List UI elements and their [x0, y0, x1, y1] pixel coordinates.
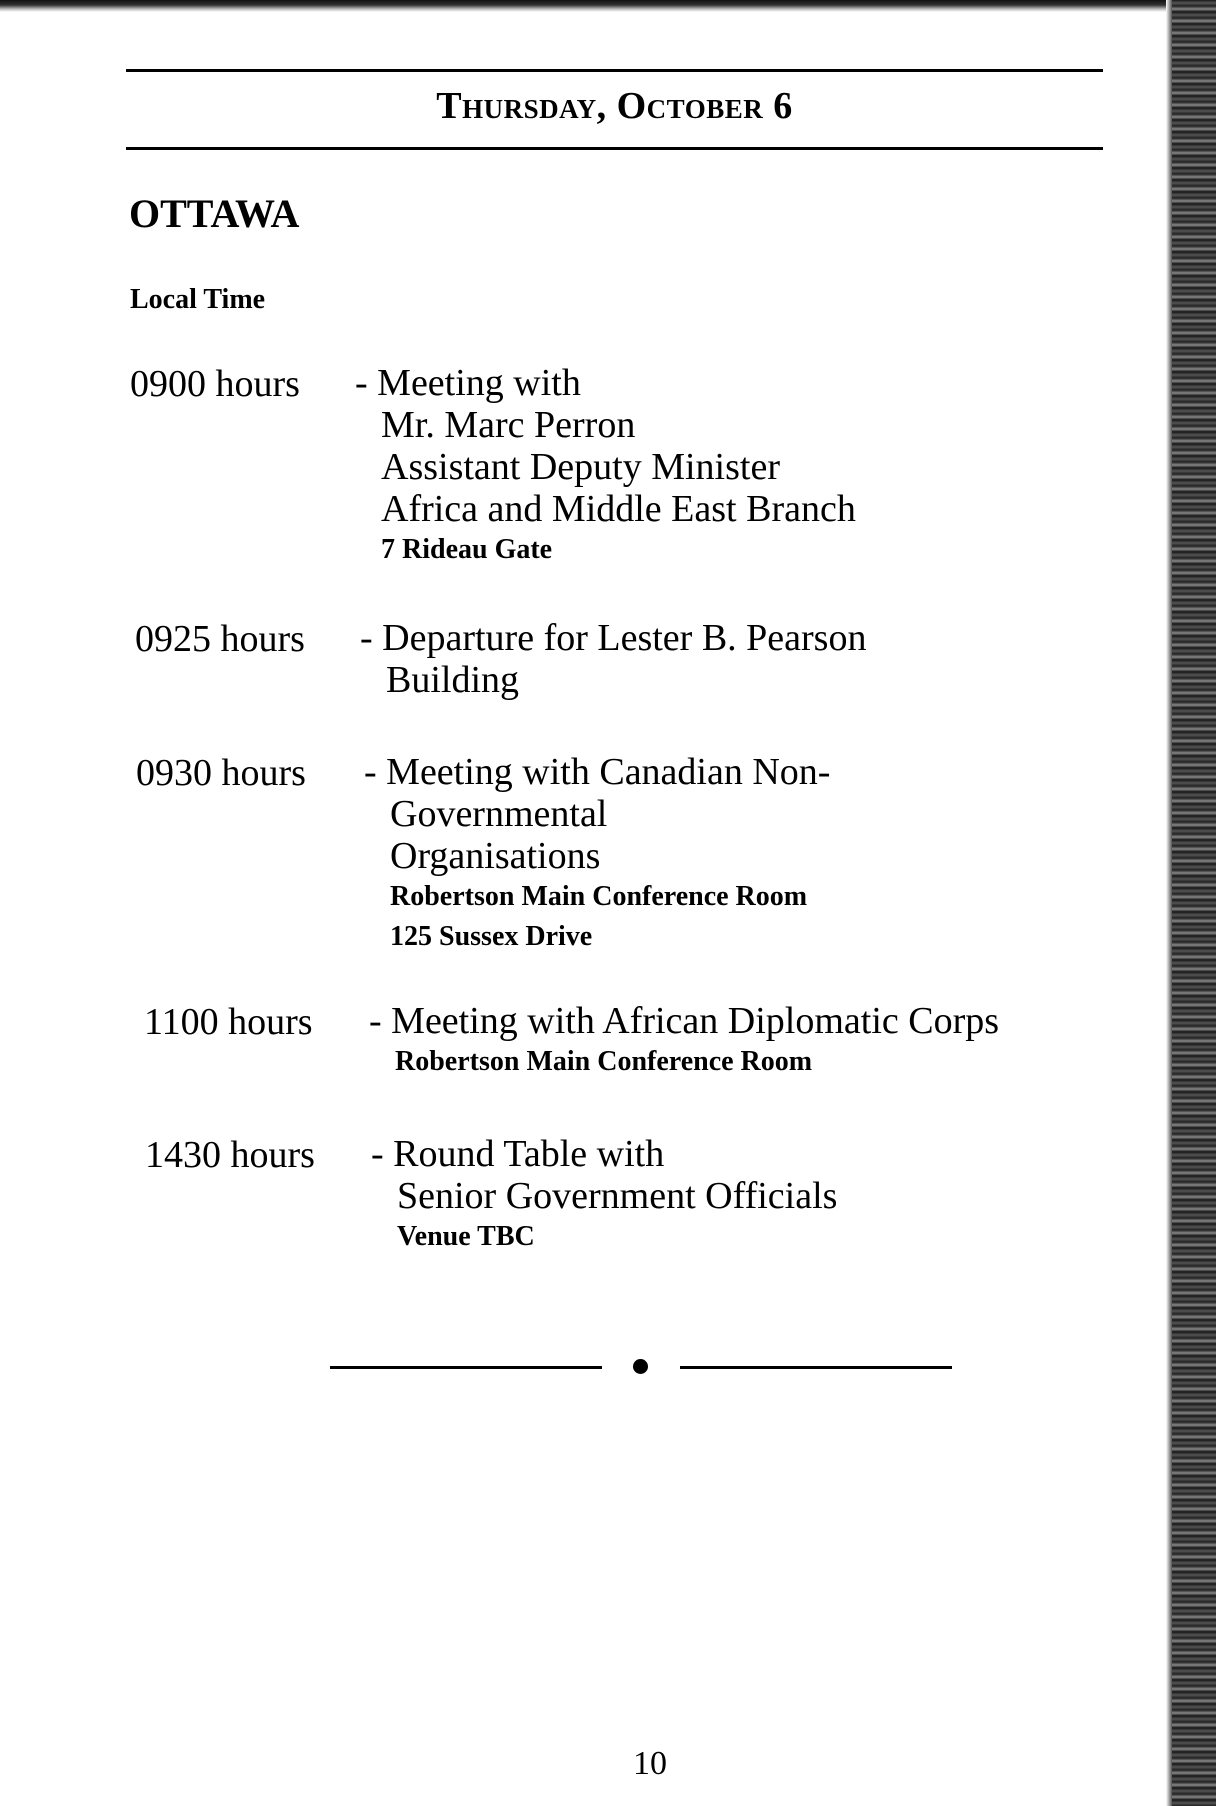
section-divider-dot [633, 1359, 648, 1374]
heading-rule-top [126, 69, 1103, 72]
entry-location: 125 Sussex Drive [390, 921, 593, 952]
entry-description: - Departure for Lester B. Pearson Building [360, 617, 867, 701]
entry-description: - Meeting with African Diplomatic Corps Robertson Main Conference Room [369, 1000, 999, 1082]
scan-edge-right [1172, 0, 1216, 1806]
day-heading: Thursday, October 6 [436, 85, 793, 127]
entry-time: 0925 hours [135, 618, 305, 660]
entry-line: Governmental [390, 793, 608, 835]
local-time-label: Local Time [130, 284, 266, 315]
section-divider-left [330, 1366, 602, 1369]
entry-description: - Meeting with Canadian Non- Governmental Organisations Robertson Main Conference Room 125 Sussex Drive [364, 751, 830, 957]
entry-line: Meeting with Canadian Non- [386, 751, 831, 793]
entry-location: Robertson Main Conference Room [390, 881, 808, 912]
page-number: 10 [633, 1745, 667, 1782]
entry-line: Senior Government Officials [397, 1175, 838, 1217]
entry-time: 1100 hours [144, 1001, 313, 1043]
entry-line: Organisations [390, 835, 601, 877]
entry-line: Round Table with [393, 1133, 665, 1175]
entry-time: 0900 hours [130, 363, 300, 405]
entry-line: Departure for Lester B. Pearson [382, 617, 867, 659]
heading-rule-bottom [126, 147, 1103, 150]
entry-line: Meeting with [377, 362, 581, 404]
entry-location: Robertson Main Conference Room [395, 1046, 813, 1077]
entry-line: Africa and Middle East Branch [381, 488, 856, 530]
entry-description: - Round Table with Senior Government Officials Venue TBC [371, 1133, 837, 1257]
entry-location: Venue TBC [397, 1221, 535, 1252]
entry-line: Meeting with African Diplomatic Corps [391, 1000, 1000, 1042]
entry-location: 7 Rideau Gate [381, 534, 553, 565]
entry-line: Building [386, 659, 520, 701]
entry-line: Assistant Deputy Minister [381, 446, 780, 488]
city-heading: OTTAWA [129, 191, 300, 236]
entry-line: Mr. Marc Perron [381, 404, 636, 446]
section-divider-right [680, 1366, 952, 1369]
entry-description: - Meeting with Mr. Marc Perron Assistant Deputy Minister Africa and Middle East Branch 7 Rideau Gate [355, 362, 856, 570]
scan-edge-top [0, 0, 1216, 12]
entry-time: 1430 hours [145, 1134, 315, 1176]
entry-time: 0930 hours [136, 752, 306, 794]
